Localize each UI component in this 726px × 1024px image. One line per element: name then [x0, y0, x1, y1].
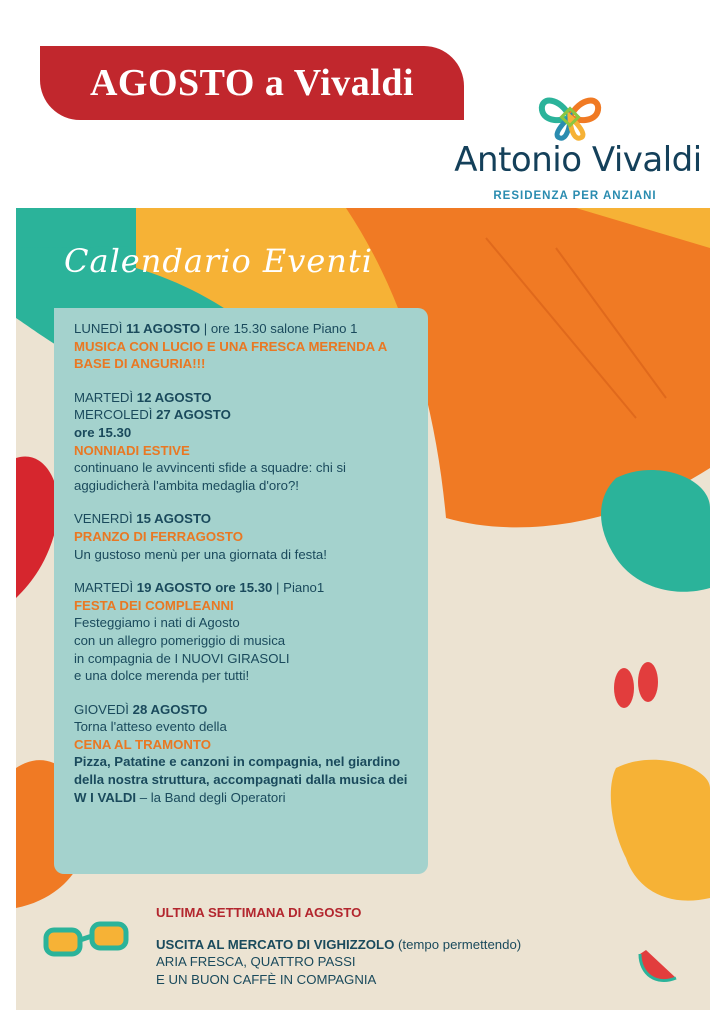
header-title: AGOSTO a Vivaldi	[40, 46, 464, 120]
last-week-section: ULTIMA SETTIMANA DI AGOSTO USCITA AL MERCATO DI VIGHIZZOLO (tempo permettendo) ARIA FRESCA, QUATTRO PASSI E UN BUON CAFFÈ IN COMPAGNIA	[156, 904, 696, 988]
events-card	[54, 308, 428, 874]
calendar-heading: Calendario Eventi	[64, 242, 373, 280]
event-2: MARTEDÌ 12 AGOSTO MERCOLEDÌ 27 AGOSTO ore 15.30 NONNIADI ESTIVE continuano le avvincenti sfide a squadre: chi si aggiudicherà l'ambita medaglia d'oro?!	[74, 389, 346, 493]
event-3: VENERDÌ 15 AGOSTO PRANZO DI FERRAGOSTO Un gustoso menù per una giornata di festa!	[74, 511, 327, 562]
event-poster	[16, 208, 710, 1010]
butterfly-logo-icon	[536, 92, 604, 142]
yellow-leaf-icon	[611, 760, 710, 901]
flip-flops-icon	[614, 662, 658, 708]
event-1: LUNEDÌ 11 AGOSTO | ore 15.30 salone Piano 1 MUSICA CON LUCIO E UNA FRESCA MERENDA A BASE DI ANGURIA!!!	[74, 320, 419, 373]
event-5: GIOVEDÌ 28 AGOSTO Torna l'atteso evento della CENA AL TRAMONTO Pizza, Patatine e canzoni in compagnia, nel giardino della nostra struttura, accompagnati dalla musica dei W I VALDI – la Band degli Operatori	[74, 701, 408, 805]
teal-leaf-icon	[601, 470, 710, 592]
last-week-heading: ULTIMA SETTIMANA DI AGOSTO	[156, 905, 362, 920]
event-title: MUSICA CON LUCIO E UNA FRESCA MERENDA A BASE DI ANGURIA!!!	[74, 338, 387, 372]
red-leaf-icon	[16, 456, 59, 598]
logo-subtitle: RESIDENZA PER ANZIANI	[493, 190, 657, 202]
logo-name: Antonio Vivaldi	[454, 140, 702, 180]
sunglasses-icon	[46, 924, 126, 954]
event-4: MARTEDÌ 19 AGOSTO ore 15.30 | Piano1 FESTA DEI COMPLEANNI Festeggiamo i nati di Agosto con un allegro pomeriggio di musica in compagnia de I NUOVI GIRASOLI e una dolce merenda per tutti!	[74, 580, 325, 684]
